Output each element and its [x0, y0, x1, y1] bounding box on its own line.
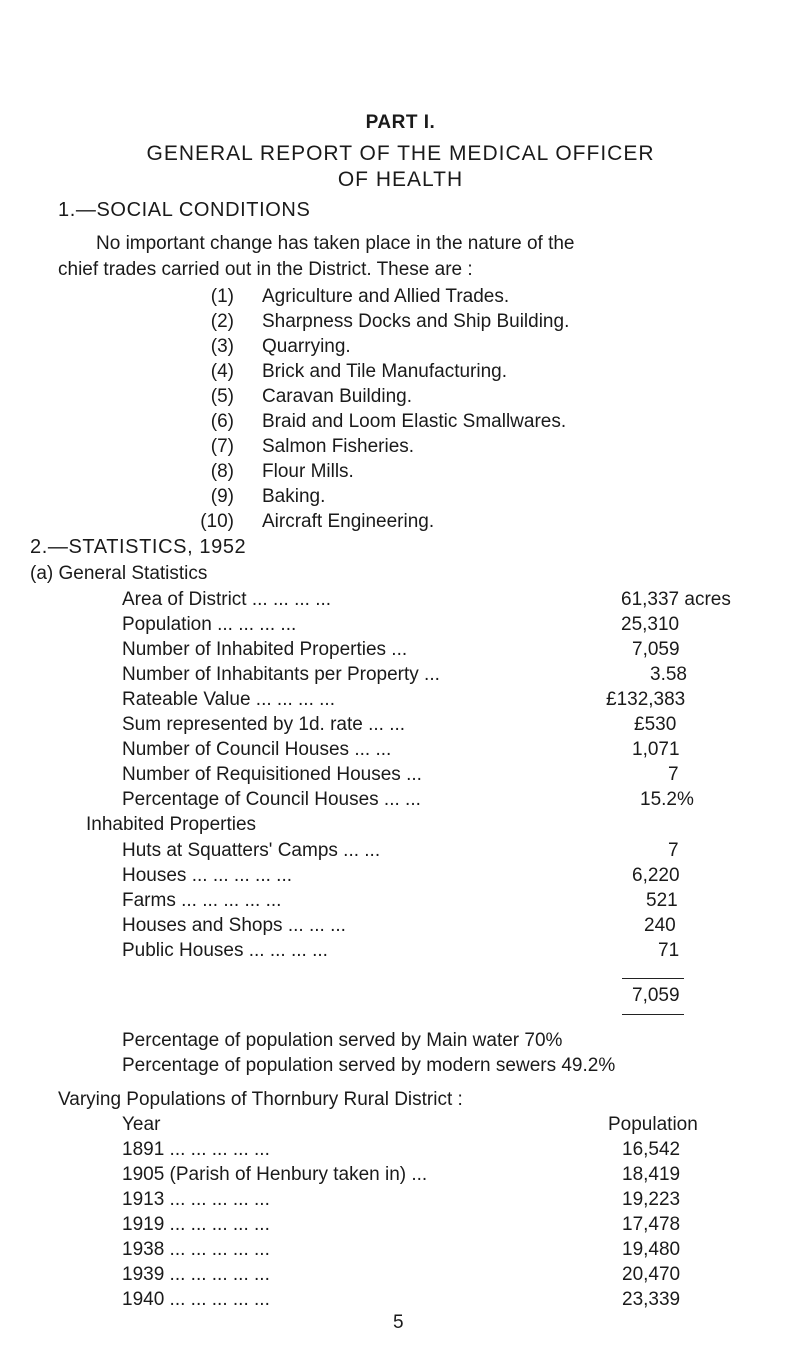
stat-value: 3.58 — [650, 664, 687, 685]
section-1-heading: 1.—SOCIAL CONDITIONS — [58, 199, 311, 221]
year-cell: 1891 ... ... ... ... ... — [122, 1139, 270, 1160]
trade-item: Agriculture and Allied Trades. — [262, 286, 510, 307]
population-cell: 17,478 — [622, 1214, 681, 1235]
property-count: 240 — [644, 915, 676, 936]
population-cell: 23,339 — [622, 1289, 681, 1310]
property-label: Public Houses ... ... ... ... — [122, 940, 328, 961]
varying-populations-heading: Varying Populations of Thornbury Rural District : — [58, 1089, 463, 1110]
year-cell: 1938 ... ... ... ... ... — [122, 1239, 270, 1260]
population-cell: 19,480 — [622, 1239, 681, 1260]
trade-item: Quarrying. — [262, 336, 351, 357]
stat-value: £530 — [634, 714, 677, 735]
report-title-line-2: OF HEALTH — [337, 168, 464, 191]
part-heading: PART I. — [365, 112, 436, 133]
year-cell: 1919 ... ... ... ... ... — [122, 1214, 270, 1235]
water-percentage: Percentage of population served by Main water 70% — [122, 1030, 563, 1051]
stat-value: 15.2% — [640, 789, 694, 810]
stat-label: Number of Requisitioned Houses ... — [122, 764, 422, 785]
inhabited-properties-heading: Inhabited Properties — [86, 814, 257, 835]
stat-value: 7,059 — [632, 639, 680, 660]
trade-item: Braid and Loom Elastic Smallwares. — [262, 411, 567, 432]
stat-value: 25,310 — [621, 614, 680, 635]
stat-label: Sum represented by 1d. rate ... ... — [122, 714, 406, 735]
sewer-percentage: Percentage of population served by modern sewers 49.2% — [122, 1055, 616, 1076]
document-page: PART I. GENERAL REPORT OF THE MEDICAL OFFICER OF HEALTH 1.—SOCIAL CONDITIONS No important change has taken place in the nature of the chief trades carried out in the District. These are : (1) Agriculture and Allied Trades. (2) Sharpness Docks and Ship Building. (3) Quarrying. (4) Brick and Tile Manufacturing. (5) Caravan Building. (6) Braid and Loom Elastic Smallwares. (7) Salmon Fisheries. (8) Flour Mills. (9) Baking. (10) Aircraft Engineering. 2.—STATISTICS, 1952 (a) General Statistics Area of District ... ... ... ... 61,337 acres Population ... ... ... ... 25,310 Number of Inhabited Properties ... 7,059 Number of Inhabitants per Property ... 3.58 Rateable Value ... ... ... ... £132,383 Sum represented by 1d. rate ... ... £530 Number of Council Houses ... ... 1,071 Number of Requisitioned Houses ... 7 Percentage of Council Houses ... ... 15.2% Inhabited Properties Huts at Squatters' Camps ... ... 7 Houses ... ... ... ... ... 6,220 Farms ... ... ... ... ... 521 Houses and Shops ... ... ... 240 Public Houses ... ... ... ... 71 7,059 Percentage of population served by Main water 70% Percentage of population served by modern sewers 49.2% Varying Populations of Thornbury Rural District : Year Population 1891 ... ... ... ... ... 16,542 1905 (Parish of Henbury taken in) ... 18,419 1913 ... ... ... ... ... 19,223 1919 ... ... ... ... ... 17,478 1938 ... ... ... ... ... 19,480 1939 ... ... ... ... ... 20,470 1940 ... ... ... ... ... 23,339 5 — [0, 0, 801, 1347]
trade-item: Baking. — [262, 486, 326, 507]
stat-label: Population ... ... ... ... — [122, 614, 297, 635]
property-count: 6,220 — [632, 865, 680, 886]
year-cell: 1939 ... ... ... ... ... — [122, 1264, 270, 1285]
property-label: Huts at Squatters' Camps ... ... — [122, 840, 381, 861]
stat-value: 61,337 acres — [621, 589, 731, 610]
stat-label: Number of Inhabitants per Property ... — [122, 664, 440, 685]
trade-item: Aircraft Engineering. — [262, 511, 435, 532]
stat-value: 1,071 — [632, 739, 680, 760]
section-1-intro-line-1: No important change has taken place in the nature of the — [96, 233, 575, 254]
general-statistics-heading: (a) General Statistics — [30, 563, 208, 584]
inhabited-total: 7,059 — [632, 985, 680, 1006]
column-population: Population — [608, 1114, 698, 1135]
population-cell: 19,223 — [622, 1189, 681, 1210]
property-count: 7 — [668, 840, 679, 861]
year-cell: 1913 ... ... ... ... ... — [122, 1189, 270, 1210]
column-year: Year — [122, 1114, 161, 1135]
property-count: 521 — [646, 890, 678, 911]
trade-item: Caravan Building. — [262, 386, 412, 407]
stat-label: Area of District ... ... ... ... — [122, 589, 332, 610]
trade-item: Brick and Tile Manufacturing. — [262, 361, 508, 382]
property-label: Houses ... ... ... ... ... — [122, 865, 292, 886]
report-title-line-1: GENERAL REPORT OF THE MEDICAL OFFICER — [146, 142, 655, 165]
property-count: 71 — [658, 940, 680, 961]
trade-item: Salmon Fisheries. — [262, 436, 415, 457]
stat-label: Percentage of Council Houses ... ... — [122, 789, 421, 810]
population-cell: 18,419 — [622, 1164, 681, 1185]
population-cell: 20,470 — [622, 1264, 681, 1285]
year-cell: 1940 ... ... ... ... ... — [122, 1289, 270, 1310]
year-cell: 1905 (Parish of Henbury taken in) ... — [122, 1164, 428, 1185]
property-label: Houses and Shops ... ... ... — [122, 915, 346, 936]
stat-label: Number of Council Houses ... ... — [122, 739, 392, 760]
stat-label: Rateable Value ... ... ... ... — [122, 689, 335, 710]
population-cell: 16,542 — [622, 1139, 681, 1160]
stat-label: Number of Inhabited Properties ... — [122, 639, 408, 660]
section-1-intro-line-2: chief trades carried out in the District. These are : — [58, 259, 473, 280]
section-2-heading: 2.—STATISTICS, 1952 — [30, 536, 247, 558]
property-label: Farms ... ... ... ... ... — [122, 890, 282, 911]
trade-item: Flour Mills. — [262, 461, 354, 482]
page-number: 5 — [393, 1312, 404, 1333]
trade-item: Sharpness Docks and Ship Building. — [262, 311, 570, 332]
total-rule-bottom — [622, 1014, 684, 1015]
total-rule-top — [622, 978, 684, 979]
stat-value: £132,383 — [606, 689, 686, 710]
stat-value: 7 — [668, 764, 679, 785]
